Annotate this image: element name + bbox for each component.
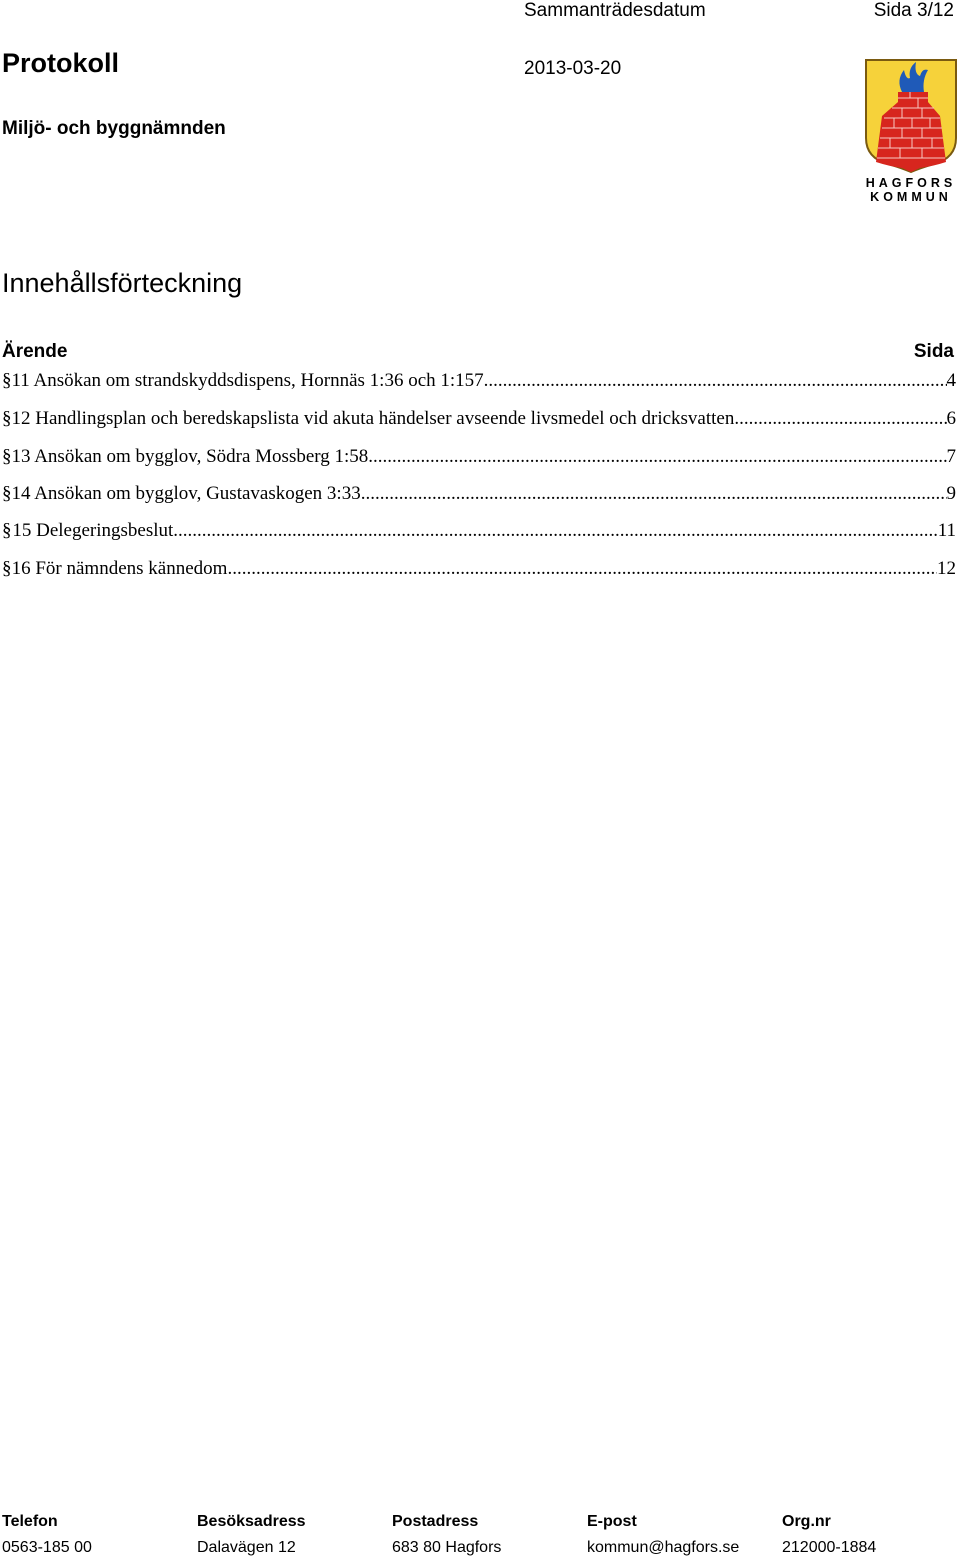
toc-column-page: Sida <box>913 341 954 362</box>
committee-name: Miljö- och byggnämnden <box>2 118 226 139</box>
toc-entry-text: 15 Delegeringsbeslut <box>12 520 174 541</box>
footer-label-phone: Telefon <box>2 1513 58 1530</box>
paragraph-sign: § <box>2 446 12 467</box>
toc-heading: Innehållsförteckning <box>2 268 243 298</box>
toc-entry[interactable] <box>0 558 956 584</box>
meeting-date-label: Sammanträdesdatum <box>524 0 706 21</box>
toc-leader-dots <box>484 370 947 392</box>
document-title: Protokoll <box>2 48 120 78</box>
footer-label-email: E-post <box>587 1513 637 1530</box>
logo-text-kommun: KOMMUN <box>870 190 952 204</box>
toc-entry-text: 13 Ansökan om bygglov, Södra Mossberg 1:58 <box>11 446 369 467</box>
footer-postal-address: 683 80 Hagfors <box>392 1539 502 1556</box>
toc-entry-page: 11 <box>937 520 956 541</box>
toc-leader-dots <box>361 483 947 505</box>
toc-entry-page: 9 <box>946 483 956 504</box>
toc-leader-dots <box>734 408 946 430</box>
toc-entry[interactable] <box>0 370 956 396</box>
paragraph-sign: § <box>2 408 12 429</box>
toc-entry-text: 11 Ansökan om strandskyddsdispens, Hornnäs 1:36 och 1:157 <box>11 370 484 391</box>
toc-entry-page: 6 <box>946 408 956 429</box>
toc-entry-page: 12 <box>937 558 956 579</box>
footer-visit-address: Dalavägen 12 <box>197 1539 296 1556</box>
paragraph-sign: § <box>2 558 12 579</box>
hagfors-kommun-logo <box>862 58 960 204</box>
paragraph-sign: § <box>2 520 12 541</box>
toc-entry-text: 12 Handlingsplan och beredskapslista vid akuta händelser avseende livsmedel och dricksvatten <box>11 408 735 429</box>
paragraph-sign: § <box>2 483 12 504</box>
toc-entry[interactable] <box>0 408 956 434</box>
logo-text-hagfors: HAGFORS <box>865 176 957 190</box>
footer-email[interactable]: kommun@hagfors.se <box>587 1539 740 1556</box>
toc-entry-page: 4 <box>946 370 956 391</box>
footer-phone: 0563-185 00 <box>2 1539 92 1556</box>
paragraph-sign: § <box>2 370 12 391</box>
toc-entry-text: 16 För nämndens kännedom <box>11 558 228 579</box>
toc-entry-text: 14 Ansökan om bygglov, Gustavaskogen 3:33 <box>11 483 361 504</box>
toc-leader-dots <box>173 520 937 542</box>
toc-column-item: Ärende <box>2 341 68 362</box>
coat-of-arms-icon <box>862 58 960 204</box>
footer-label-postal-address: Postadress <box>392 1513 479 1530</box>
toc-entry[interactable] <box>0 520 956 546</box>
toc-leader-dots <box>368 446 946 468</box>
footer-label-org-number: Org.nr <box>782 1513 831 1530</box>
meeting-date: 2013-03-20 <box>524 58 622 79</box>
page-indicator: Sida 3/12 <box>873 0 954 21</box>
toc-entry-page: 7 <box>946 446 956 467</box>
toc-entry[interactable] <box>0 446 956 472</box>
footer-org-number: 212000-1884 <box>782 1539 877 1556</box>
footer-label-visit-address: Besöksadress <box>197 1513 306 1530</box>
toc-entry[interactable] <box>0 483 956 509</box>
toc-leader-dots <box>227 558 937 580</box>
